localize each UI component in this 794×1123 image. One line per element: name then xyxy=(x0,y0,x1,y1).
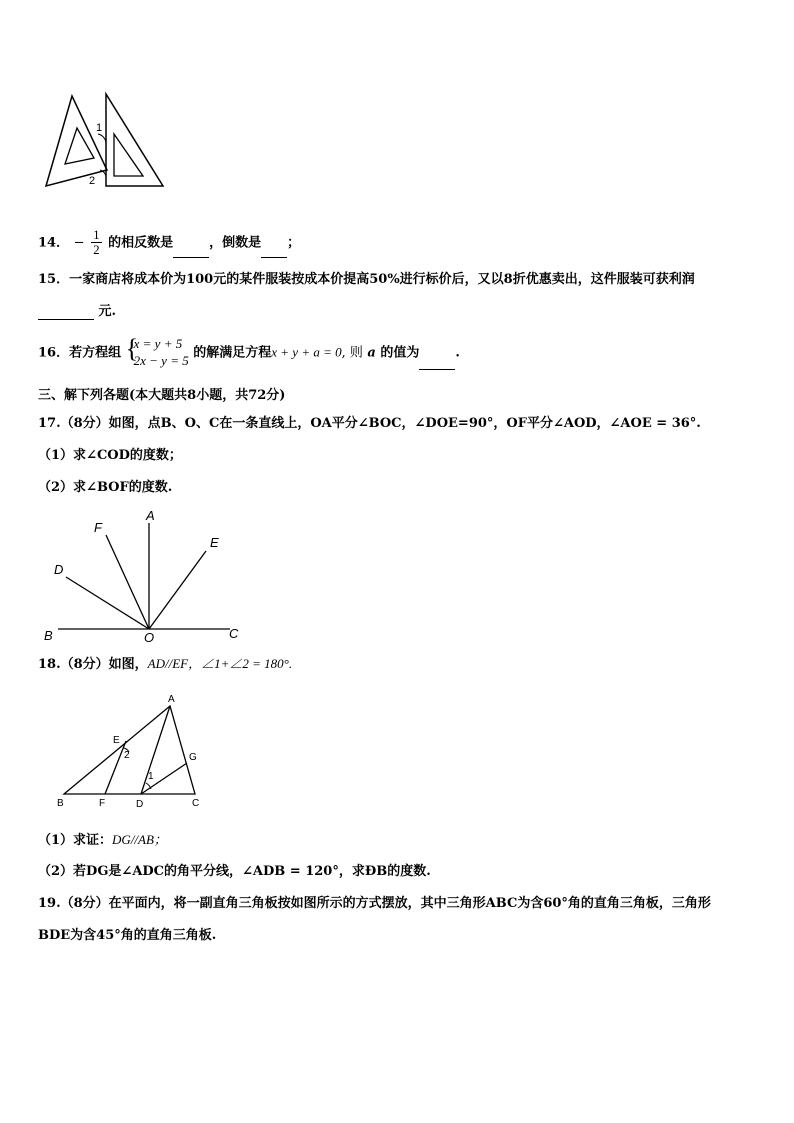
angle-1-label: 1 xyxy=(96,122,103,134)
q16-brace: { xyxy=(125,334,139,363)
question-19-line-2: BDE为含45°角的直角三角板. xyxy=(38,928,217,943)
q14-text-1: 的相反数是 xyxy=(108,235,174,251)
label-2: 2 xyxy=(124,750,130,761)
question-19-line-1: 19.（8分）在平面内，将一副直角三角板按如图所示的方式摆放，其中三角形ABC为含60°角的直角三角板，三角形 xyxy=(38,896,711,911)
triangle-rulers-figure xyxy=(40,88,170,194)
q16-after: , 则 xyxy=(341,345,363,361)
q16-mid: 的解满足方程 xyxy=(193,345,272,361)
q18-stem-prefix: 18.（8分）如图， xyxy=(38,657,148,672)
question-14 xyxy=(38,228,300,258)
q14-frac-numerator: 1 xyxy=(93,227,100,242)
label-B: B xyxy=(57,798,64,808)
q18-triangle-figure xyxy=(50,690,210,808)
angle-2-label: 2 xyxy=(89,175,96,187)
q16-end: . xyxy=(455,345,460,361)
question-15-line-1: 15．一家商店将成本价为100元的某件服装按成本价提高50%进行标价后，又以8折优惠卖出，这件服装可获利润 xyxy=(38,272,695,287)
label-F: F xyxy=(99,798,106,808)
label-1: 1 xyxy=(148,771,154,782)
label-A: A xyxy=(146,508,155,523)
label-D: D xyxy=(136,799,144,808)
question-17-stem: 17.（8分）如图，点B、O、C在一条直线上，OA平分∠BOC，∠DOE=90°，OF平分∠AOD，∠AOE = 36°. xyxy=(38,416,701,431)
label-F: F xyxy=(94,520,102,535)
q18-sub1-prefix: （1）求证： xyxy=(38,833,113,848)
label-E: E xyxy=(210,535,219,550)
q16-eq2: 2x − y = 5 xyxy=(133,352,189,368)
question-16 xyxy=(38,336,460,370)
question-18-sub-1 xyxy=(38,832,167,849)
q18-sub1-math: DG//AB； xyxy=(112,832,167,847)
q16-blank xyxy=(419,357,455,370)
question-17-sub-1: （1）求∠COD的度数； xyxy=(38,448,182,463)
q14-blank-2 xyxy=(261,245,287,258)
label-C: C xyxy=(229,626,239,641)
question-18-stem xyxy=(38,656,292,673)
q14-text-2: ，倒数是 xyxy=(209,235,262,251)
q14-number: 14． xyxy=(38,235,70,251)
label-A: A xyxy=(168,694,175,705)
label-O: O xyxy=(144,630,155,645)
label-C: C xyxy=(192,798,200,808)
label-B: B xyxy=(44,628,53,643)
q16-eq3: x + y + a = 0 xyxy=(271,344,342,360)
q14-blank-1 xyxy=(173,245,209,258)
q16-prefix: 16．若方程组 xyxy=(38,345,122,361)
label-D: D xyxy=(54,562,64,577)
question-18-sub-2: （2）若DG是∠ADC的角平分线，∠ADB = 120°，求ÐB的度数. xyxy=(38,864,431,879)
q15-suffix: 元. xyxy=(98,304,117,319)
q16-tail: 的值为 xyxy=(380,345,420,361)
q15-blank xyxy=(38,307,94,320)
q17-angle-figure xyxy=(40,505,250,645)
q16-equation-system xyxy=(126,336,189,370)
q14-text-3: ； xyxy=(287,235,301,251)
q18-stem-math: AD//EF，∠1+∠2 = 180°. xyxy=(147,656,293,671)
q16-eq1: x = y + 5 xyxy=(133,336,183,351)
question-15-line-2 xyxy=(38,304,116,320)
q14-minus: − xyxy=(73,235,85,251)
q16-var-a: a xyxy=(367,345,376,361)
question-17-sub-2: （2）求∠BOF的度数. xyxy=(38,480,173,495)
q14-frac-denominator: 2 xyxy=(93,242,100,258)
label-E: E xyxy=(113,735,120,746)
section-3-title: 三、解下列各题(本大题共8小题，共72分) xyxy=(38,388,286,403)
label-G: G xyxy=(189,752,197,763)
q14-fraction xyxy=(91,228,102,258)
